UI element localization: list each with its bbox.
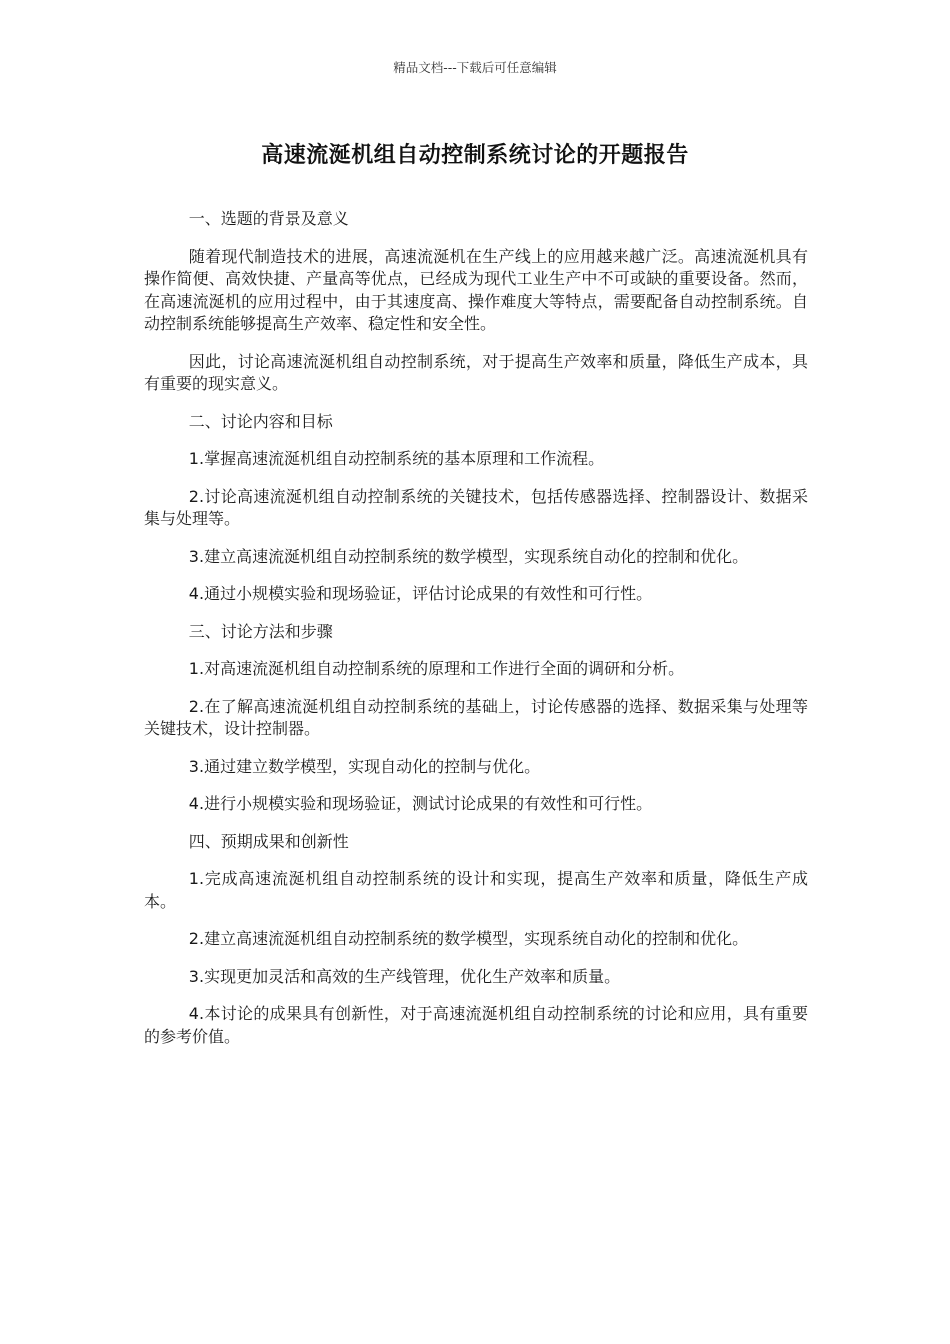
list-item: 4.进行小规模实验和现场验证，测试讨论成果的有效性和可行性。 — [188, 794, 653, 813]
section-heading-3: 三、讨论方法和步骤 — [188, 621, 333, 641]
list-item: 1.对高速流涎机组自动控制系统的原理和工作进行全面的调研和分析。 — [188, 659, 685, 678]
section-heading-1: 一、选题的背景及意义 — [188, 209, 349, 228]
header-note: 精品文档---下载后可任意编辑 — [393, 60, 557, 75]
list-item: 3.建立高速流涎机组自动控制系统的数学模型，实现系统自动化的控制和优化。 — [188, 546, 749, 566]
list-item: 2.在了解高速流涎机组自动控制系统的基础上，讨论传感器的选择、数据采集与处理等关键技术，设计控制器。 — [144, 696, 808, 738]
list-item: 4.通过小规模实验和现场验证，评估讨论成果的有效性和可行性。 — [188, 584, 653, 603]
list-item: 2.讨论高速流涎机组自动控制系统的关键技术，包括传感器选择、控制器设计、数据采集与处理等。 — [144, 486, 808, 528]
paragraph-background: 随着现代制造技术的进展，高速流涎机在生产线上的应用越来越广泛。高速流涎机具有操作简便、高效快捷、产量高等优点，已经成为现代工业生产中不可或缺的重要设备。然而，在高速流涎机的应用过程中，由于其速度高、操作难度大等特点，需要配备自动控制系统。自动控制系统能够提高生产效率、稳定性和安全性。 — [144, 246, 808, 333]
section-heading-4: 四、预期成果和创新性 — [188, 831, 349, 851]
list-item: 3.实现更加灵活和高效的生产线管理，优化生产效率和质量。 — [188, 966, 621, 986]
list-item: 4.本讨论的成果具有创新性，对于高速流涎机组自动控制系统的讨论和应用，具有重要的参考价值。 — [144, 1004, 808, 1046]
list-item: 2.建立高速流涎机组自动控制系统的数学模型，实现系统自动化的控制和优化。 — [188, 929, 749, 948]
list-item: 1.完成高速流涎机组自动控制系统的设计和实现，提高生产效率和质量，降低生产成本。 — [144, 869, 808, 911]
document-body — [144, 208, 808, 1063]
document-title: 高速流涎机组自动控制系统讨论的开题报告 — [261, 143, 689, 168]
section-heading-2: 二、讨论内容和目标 — [188, 411, 333, 431]
list-item: 3.通过建立数学模型，实现自动化的控制与优化。 — [188, 756, 541, 776]
paragraph-significance: 因此，讨论高速流涎机组自动控制系统，对于提高生产效率和质量，降低生产成本，具有重要的现实意义。 — [144, 351, 808, 393]
list-item: 1.掌握高速流涎机组自动控制系统的基本原理和工作流程。 — [188, 449, 605, 468]
